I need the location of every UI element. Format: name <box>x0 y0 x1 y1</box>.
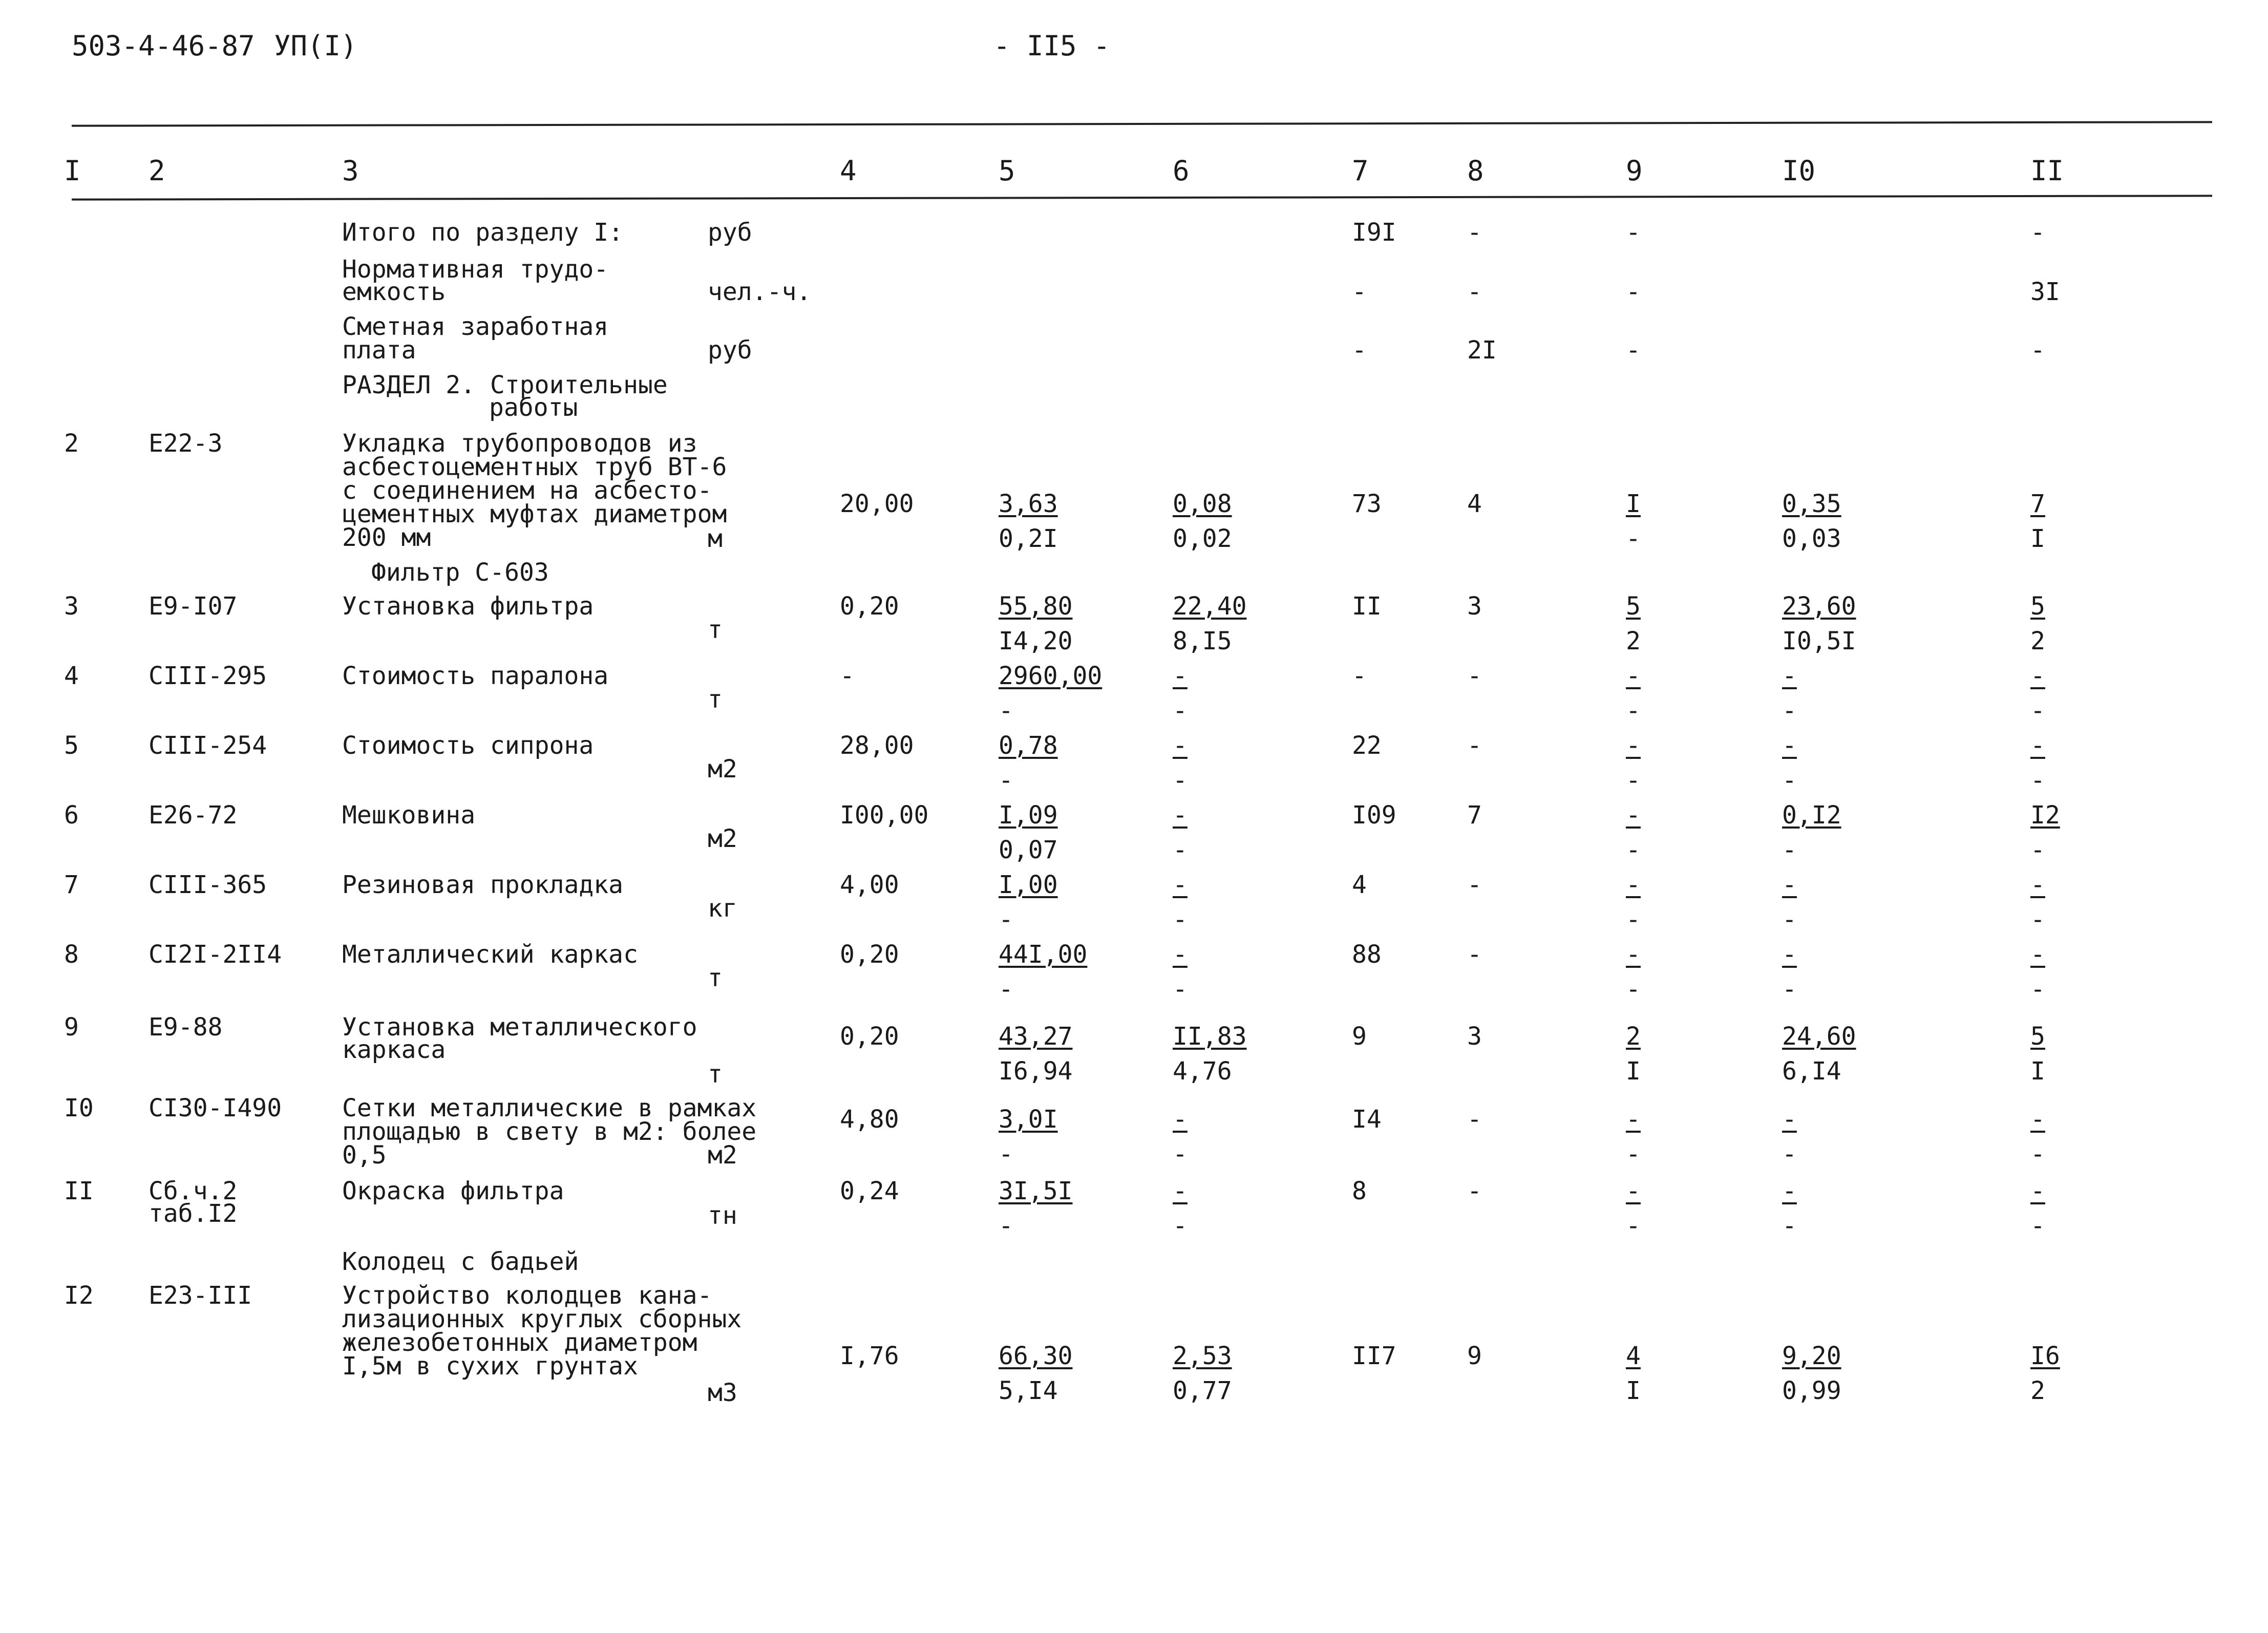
column-header: 5 <box>999 155 1015 187</box>
cell-labor-unit-b: 0,03 <box>1782 524 1841 553</box>
section-heading: РАЗДЕЛ 2. Строительные <box>342 371 668 399</box>
row-description: Устройство колодцев кана- <box>342 1281 712 1310</box>
row-number: 4 <box>64 662 79 690</box>
cell-machine-wage: 4,76 <box>1173 1057 1232 1086</box>
cell-machine-cost: - <box>1626 940 1641 969</box>
summary-labor-c9: - <box>1626 278 1641 306</box>
cell-labor-unit: - <box>1782 940 1797 969</box>
cell-labor-unit-b: - <box>1782 1140 1797 1169</box>
cell-labor-total-b: - <box>2030 696 2045 725</box>
cell-machine-wage: - <box>1173 975 1188 1004</box>
cell-labor-unit-b: - <box>1782 905 1797 934</box>
row-number: 6 <box>64 801 79 830</box>
column-header: 8 <box>1467 155 1484 187</box>
row-code: СI30-I490 <box>149 1094 282 1122</box>
cell-machine-cost: - <box>1626 731 1641 760</box>
cell-qty: 28,00 <box>840 731 914 760</box>
row-number: 8 <box>64 940 79 969</box>
row-description: Сетки металлические в рамках <box>342 1094 757 1122</box>
cell-qty: I,76 <box>840 1342 899 1370</box>
cell-wage: 4 <box>1467 490 1482 518</box>
summary-wage-label: Сметная заработная <box>342 312 609 341</box>
cell-machine: 0,08 <box>1173 490 1232 518</box>
cell-price-total: 3I,5I <box>999 1177 1073 1205</box>
cell-machine-cost-wage: - <box>1626 1140 1641 1169</box>
cell-machine-cost: I <box>1626 490 1641 518</box>
cell-labor-unit-b: 6,I4 <box>1782 1057 1841 1086</box>
cell-price-wage: 0,07 <box>999 836 1058 864</box>
cell-machine-wage: - <box>1173 1140 1188 1169</box>
cell-wage: - <box>1467 731 1482 760</box>
cell-machine: - <box>1173 731 1188 760</box>
row-description: Резиновая прокладка <box>342 871 624 899</box>
cell-labor-total-b: I <box>2030 524 2045 553</box>
row-description: каркаса <box>342 1035 446 1064</box>
cell-labor-unit: 23,60 <box>1782 592 1856 621</box>
cell-machine: - <box>1173 1177 1188 1205</box>
cell-machine-cost-wage: - <box>1626 905 1641 934</box>
doc-code: 503-4-46-87 <box>72 30 255 62</box>
cell-labor-unit: - <box>1782 731 1797 760</box>
row-code: Сб.ч.2 <box>149 1177 238 1205</box>
row-description: Стоимость паралона <box>342 662 609 690</box>
cell-total: II7 <box>1352 1342 1396 1370</box>
cell-machine-cost-wage: I <box>1626 1057 1641 1086</box>
cell-total: 9 <box>1352 1022 1367 1051</box>
cell-qty: 20,00 <box>840 490 914 518</box>
cell-total: 4 <box>1352 871 1367 899</box>
cell-labor-total: - <box>2030 871 2045 899</box>
row-code: СIII-254 <box>149 731 267 760</box>
cell-machine-cost-wage: - <box>1626 975 1641 1004</box>
cell-machine-cost-wage: 2 <box>1626 627 1641 655</box>
row-number: I0 <box>64 1094 94 1122</box>
cell-wage: - <box>1467 940 1482 969</box>
cell-labor-total: - <box>2030 662 2045 690</box>
cell-machine-cost: - <box>1626 1177 1641 1205</box>
cell-wage: 9 <box>1467 1342 1482 1370</box>
cell-price-wage: - <box>999 905 1013 934</box>
row-unit: м2 <box>708 755 737 783</box>
row-description: лизационных круглых сборных <box>342 1305 742 1333</box>
cell-machine-wage: 0,02 <box>1173 524 1232 553</box>
row-unit: т <box>708 685 723 714</box>
summary-wage-label: плата <box>342 336 416 365</box>
cell-price-total: 55,80 <box>999 592 1073 621</box>
cell-total: II <box>1352 592 1382 621</box>
cell-qty: 4,00 <box>840 871 899 899</box>
cell-labor-unit-b: 0,99 <box>1782 1376 1841 1405</box>
summary-total-c8: - <box>1467 218 1482 247</box>
row-description: Установка фильтра <box>342 592 594 621</box>
summary-wage-c11: - <box>2030 336 2045 365</box>
cell-wage: 3 <box>1467 592 1482 621</box>
row-code: Е22-3 <box>149 429 223 458</box>
cell-machine: 2,53 <box>1173 1342 1232 1370</box>
cell-labor-unit-b: I0,5I <box>1782 627 1856 655</box>
cell-total: 88 <box>1352 940 1382 969</box>
row-unit: тн <box>708 1201 737 1230</box>
row-description: 0,5 <box>342 1141 387 1170</box>
cell-machine-wage: 8,I5 <box>1173 627 1232 655</box>
cell-price-total: 43,27 <box>999 1022 1073 1051</box>
summary-wage-c9: - <box>1626 336 1641 365</box>
cell-labor-unit: 9,20 <box>1782 1342 1841 1370</box>
row-unit: м <box>708 524 723 553</box>
cell-machine-cost: - <box>1626 871 1641 899</box>
cell-labor-total: 5 <box>2030 1022 2045 1051</box>
cell-machine-cost: 2 <box>1626 1022 1641 1051</box>
cell-machine-cost-wage: - <box>1626 766 1641 795</box>
cell-price-wage: - <box>999 766 1013 795</box>
cell-machine-cost: - <box>1626 1105 1641 1134</box>
cell-labor-total: - <box>2030 1105 2045 1134</box>
cell-labor-unit-b: - <box>1782 975 1797 1004</box>
cell-machine: - <box>1173 940 1188 969</box>
summary-labor-c7: - <box>1352 278 1367 306</box>
cell-labor-unit: - <box>1782 1105 1797 1134</box>
cell-machine-cost-wage: - <box>1626 1212 1641 1240</box>
cell-labor-unit: 0,I2 <box>1782 801 1841 830</box>
column-header: 9 <box>1626 155 1643 187</box>
summary-labor-unit: чел.-ч. <box>708 278 812 306</box>
row-unit: кг <box>708 894 737 923</box>
row-description: I,5м в сухих грунтах <box>342 1352 638 1381</box>
column-header: I <box>64 155 81 187</box>
cell-machine: - <box>1173 801 1188 830</box>
cell-machine-wage: - <box>1173 696 1188 725</box>
row-description: асбестоцементных труб ВТ-6 <box>342 453 727 481</box>
cell-wage: - <box>1467 1177 1482 1205</box>
row-description: с соединением на асбесто- <box>342 476 712 505</box>
row-unit: т <box>708 616 723 644</box>
row-number: 7 <box>64 871 79 899</box>
column-header: II <box>2030 155 2064 187</box>
cell-total: 8 <box>1352 1177 1367 1205</box>
cell-machine: - <box>1173 1105 1188 1134</box>
subsection-heading: Колодец с бадьей <box>342 1247 579 1276</box>
cell-labor-total-b: - <box>2030 905 2045 934</box>
cell-labor-total-b: 2 <box>2030 1376 2045 1405</box>
cell-machine-wage: 0,77 <box>1173 1376 1232 1405</box>
row-unit: т <box>708 1060 723 1089</box>
cell-labor-total-b: - <box>2030 836 2045 864</box>
cell-labor-total-b: 2 <box>2030 627 2045 655</box>
album-code: УП(I) <box>274 30 357 62</box>
cell-labor-unit: 24,60 <box>1782 1022 1856 1051</box>
cell-labor-total-b: - <box>2030 1212 2045 1240</box>
column-header: I0 <box>1782 155 1816 187</box>
cell-labor-total-b: I <box>2030 1057 2045 1086</box>
row-unit: т <box>708 964 723 992</box>
cell-price-total: 3,0I <box>999 1105 1058 1134</box>
row-unit: м2 <box>708 1141 737 1170</box>
cell-labor-unit-b: - <box>1782 1212 1797 1240</box>
cell-wage: - <box>1467 871 1482 899</box>
cell-wage: 7 <box>1467 801 1482 830</box>
cell-machine-wage: - <box>1173 836 1188 864</box>
cell-machine-cost-wage: I <box>1626 1376 1641 1405</box>
row-number: II <box>64 1177 94 1205</box>
cell-labor-total: - <box>2030 1177 2045 1205</box>
cell-wage: - <box>1467 662 1482 690</box>
row-code: Е9-I07 <box>149 592 238 621</box>
cell-machine-wage: - <box>1173 766 1188 795</box>
row-description: Укладка трубопроводов из <box>342 429 697 458</box>
cell-price-wage: - <box>999 1212 1013 1240</box>
page-number: - II5 - <box>993 30 1110 62</box>
summary-total-unit: руб <box>708 218 752 247</box>
column-header: 2 <box>149 155 165 187</box>
cell-price-total: 44I,00 <box>999 940 1088 969</box>
summary-total-c7: I9I <box>1352 218 1396 247</box>
cell-price-total: 3,63 <box>999 490 1058 518</box>
cell-price-wage: - <box>999 1140 1013 1169</box>
cell-price-wage: - <box>999 696 1013 725</box>
column-header: 7 <box>1352 155 1369 187</box>
cell-qty: - <box>840 662 855 690</box>
row-description: площадью в свету в м2: более <box>342 1117 757 1146</box>
row-unit: м3 <box>708 1378 737 1407</box>
row-description: Установка металлического <box>342 1013 697 1042</box>
summary-labor-c8: - <box>1467 278 1482 306</box>
cell-machine-wage: - <box>1173 1212 1188 1240</box>
cell-labor-total: - <box>2030 940 2045 969</box>
cell-price-total: 0,78 <box>999 731 1058 760</box>
cell-qty: 0,20 <box>840 940 899 969</box>
cell-qty: 0,20 <box>840 1022 899 1051</box>
summary-total-label: Итого по разделу I: <box>342 218 624 247</box>
summary-labor-label: емкость <box>342 278 446 306</box>
row-description: Стоимость сипрона <box>342 731 594 760</box>
summary-wage-c7: - <box>1352 336 1367 365</box>
row-code: Е26-72 <box>149 801 238 830</box>
cell-price-wage: 5,I4 <box>999 1376 1058 1405</box>
column-header: 6 <box>1173 155 1190 187</box>
cell-price-total: I,09 <box>999 801 1058 830</box>
cell-machine: II,83 <box>1173 1022 1247 1051</box>
summary-labor-c11: 3I <box>2030 278 2060 306</box>
cell-wage: 3 <box>1467 1022 1482 1051</box>
row-code: Е23-III <box>149 1281 252 1310</box>
top-rule <box>72 121 2212 126</box>
cell-machine: - <box>1173 662 1188 690</box>
section-heading: работы <box>489 393 578 422</box>
cell-labor-unit: 0,35 <box>1782 490 1841 518</box>
cell-price-total: 66,30 <box>999 1342 1073 1370</box>
cell-price-wage: I4,20 <box>999 627 1073 655</box>
row-unit: м2 <box>708 824 737 853</box>
cell-labor-unit: - <box>1782 662 1797 690</box>
cell-machine-wage: - <box>1173 905 1188 934</box>
cell-machine-cost-wage: - <box>1626 696 1641 725</box>
column-header: 3 <box>342 155 359 187</box>
cell-total: 22 <box>1352 731 1382 760</box>
summary-labor-label: Нормативная трудо- <box>342 255 609 284</box>
cell-machine-cost: - <box>1626 662 1641 690</box>
cell-qty: I00,00 <box>840 801 929 830</box>
row-code: СIII-365 <box>149 871 267 899</box>
row-description: Мешковина <box>342 801 476 830</box>
cell-wage: - <box>1467 1105 1482 1134</box>
cell-labor-unit-b: - <box>1782 836 1797 864</box>
cell-machine-cost: 4 <box>1626 1342 1641 1370</box>
summary-total-c9: - <box>1626 218 1641 247</box>
cell-labor-unit-b: - <box>1782 696 1797 725</box>
cell-total: 73 <box>1352 490 1382 518</box>
subsection-heading: Фильтр С-603 <box>371 558 549 587</box>
cell-price-wage: 0,2I <box>999 524 1058 553</box>
cell-labor-total-b: - <box>2030 975 2045 1004</box>
cell-labor-total-b: - <box>2030 766 2045 795</box>
row-code: Е9-88 <box>149 1013 223 1042</box>
summary-total-c11: - <box>2030 218 2045 247</box>
row-number: 2 <box>64 429 79 458</box>
row-description: Окраска фильтра <box>342 1177 564 1205</box>
cell-machine-cost-wage: - <box>1626 836 1641 864</box>
cell-total: - <box>1352 662 1367 690</box>
cell-machine: - <box>1173 871 1188 899</box>
row-number: 3 <box>64 592 79 621</box>
cell-qty: 4,80 <box>840 1105 899 1134</box>
cell-price-wage: I6,94 <box>999 1057 1073 1086</box>
cell-labor-total: - <box>2030 731 2045 760</box>
row-number: 5 <box>64 731 79 760</box>
summary-wage-unit: руб <box>708 336 752 365</box>
cell-machine-cost: - <box>1626 801 1641 830</box>
summary-wage-c8: 2I <box>1467 336 1497 365</box>
cell-labor-unit: - <box>1782 1177 1797 1205</box>
cell-price-wage: - <box>999 975 1013 1004</box>
row-code: таб.I2 <box>149 1199 238 1228</box>
cell-price-total: 2960,00 <box>999 662 1103 690</box>
cell-labor-unit-b: - <box>1782 766 1797 795</box>
cell-labor-total-b: - <box>2030 1140 2045 1169</box>
header-rule <box>72 195 2212 200</box>
column-header: 4 <box>840 155 857 187</box>
cell-labor-total: 7 <box>2030 490 2045 518</box>
cell-total: I09 <box>1352 801 1396 830</box>
cell-total: I4 <box>1352 1105 1382 1134</box>
cell-labor-total: 5 <box>2030 592 2045 621</box>
cell-machine: 22,40 <box>1173 592 1247 621</box>
cell-qty: 0,24 <box>840 1177 899 1205</box>
cell-machine-cost-wage: - <box>1626 524 1641 553</box>
row-code: СIII-295 <box>149 662 267 690</box>
cell-labor-unit: - <box>1782 871 1797 899</box>
cell-labor-total: I2 <box>2030 801 2060 830</box>
row-description: железобетонных диаметром <box>342 1328 697 1357</box>
row-number: I2 <box>64 1281 94 1310</box>
cell-machine-cost: 5 <box>1626 592 1641 621</box>
row-description: цементных муфтах диаметром <box>342 500 727 528</box>
row-description: Металлический каркас <box>342 940 638 969</box>
row-code: СI2I-2II4 <box>149 940 282 969</box>
row-number: 9 <box>64 1013 79 1042</box>
cell-price-total: I,00 <box>999 871 1058 899</box>
cell-qty: 0,20 <box>840 592 899 621</box>
cell-labor-total: I6 <box>2030 1342 2060 1370</box>
row-description: 200 мм <box>342 523 431 552</box>
